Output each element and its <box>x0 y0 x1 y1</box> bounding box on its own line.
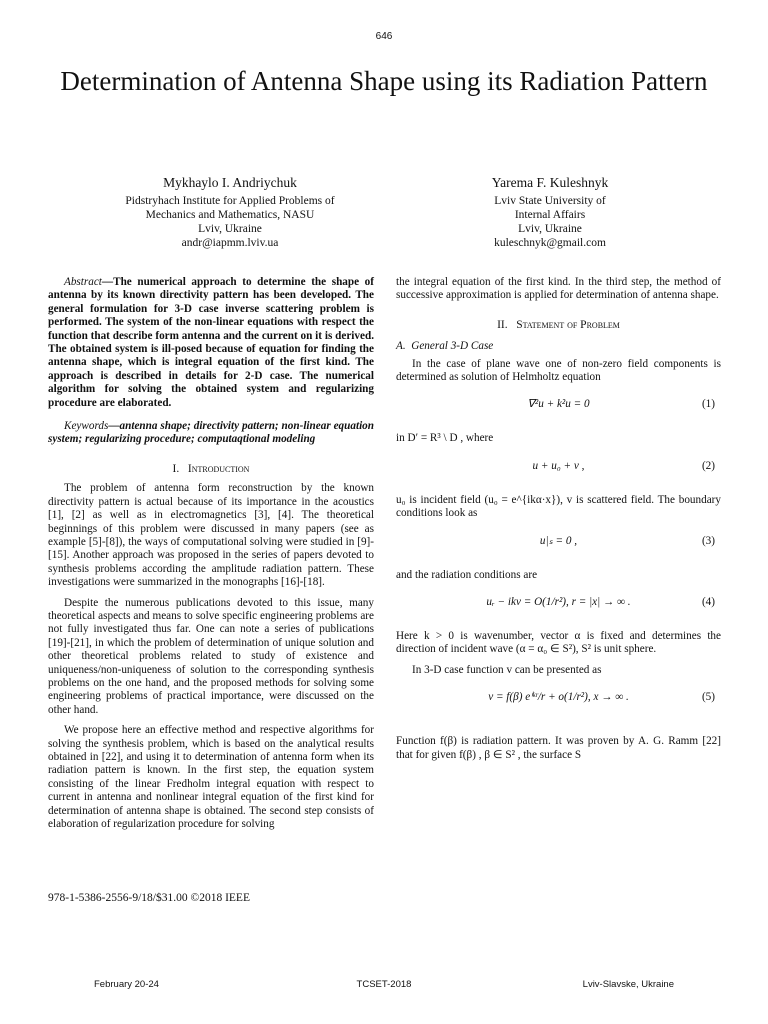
equation-number: (5) <box>701 691 715 704</box>
footer-location: Lviv-Slavske, Ukraine <box>582 979 674 990</box>
copyright-notice: 978-1-5386-2556-9/18/$31.00 ©2018 IEEE <box>48 892 250 904</box>
equation-number: (2) <box>701 459 715 472</box>
paragraph: u₀ is incident field (u₀ = e^{ikα·x}), v is scattered field. The boundary conditions look as <box>396 493 721 520</box>
keywords-text: antenna shape; directivity pattern; non-linear equation system; regularizing procedure; computaqtional modeling <box>48 420 374 446</box>
paragraph: The problem of antenna form reconstruction by the known directivity pattern is actual because of its importance in the acoustics [1], [2] as well as in electromagnetics [3], [4]. The theoretical beginnings of this problem were discussed in many papers (see as example [5]-[8]), the ways of computational solving were studied in [9]-[15]. Another approach was proposed in the series of papers devoted to synthesis problems according the amplitude radiation pattern. These investigations were summarized in the monographs [16]-[18]. <box>48 482 374 589</box>
equation-3 <box>396 535 721 555</box>
keywords <box>48 420 374 447</box>
author-name: Mykhaylo I. Andriychuk <box>163 175 297 190</box>
left-column <box>48 276 374 831</box>
section-number: II. <box>497 318 508 331</box>
right-column <box>396 276 721 762</box>
paragraph: Here k > 0 is wavenumber, vector α is fixed and determines the direction of incident wave (α = α₀ ∈ S²), S² is unit sphere. <box>396 630 721 656</box>
section-number: I. <box>172 462 180 475</box>
subsection-label: A. <box>396 340 406 353</box>
author-block-2 <box>400 176 700 250</box>
equation-4 <box>396 596 721 616</box>
paragraph: Despite the numerous publications devoted to this issue, many theoretical aspects and means to solve specific engineering problems are not fully investigated thus far. One can note a series of publications [19]-[21], in which the problem of determination of unique solution and other theoretical problems related to study of existence and uniqueness/non-uniqueness of solution to the corresponding synthesis problems on the one hand, and the proposed methods for solving some engineering problems of practical importance, were discussed on the other hand. <box>48 596 374 716</box>
keywords-dash: — <box>108 420 120 433</box>
paragraph-continuation: the integral equation of the first kind. In the third step, the method of successive approximation is applied for determination of antenna shape. <box>396 276 721 302</box>
paragraph: In 3-D case function v can be presented as <box>412 663 602 676</box>
section-heading-statement <box>396 319 721 332</box>
equation-1 <box>396 398 721 418</box>
author-email: andr@iapmm.lviv.ua <box>181 237 279 249</box>
equation-number: (3) <box>701 534 715 547</box>
author-location: Lviv, Ukraine <box>198 223 262 235</box>
author-affiliation-line: Internal Affairs <box>514 209 586 221</box>
author-affiliation-line: Mechanics and Mathematics, NASU <box>145 209 315 221</box>
footer-date: February 20-24 <box>94 979 159 990</box>
subsection-title: General 3-D Case <box>411 340 494 353</box>
section-title: Statement of Problem <box>516 318 620 331</box>
equation-expression: u|ₛ = 0 , <box>539 534 578 547</box>
equation-expression: v = f(β) eⁱᵏʳ/r + o(1/r²), x → ∞ . <box>488 691 629 704</box>
equation-expression: ∇²u + k²u = 0 <box>527 398 590 411</box>
equation-number: (1) <box>701 398 715 411</box>
author-email: kuleschnyk@gmail.com <box>494 237 606 249</box>
section-title: Introduction <box>187 462 250 475</box>
equation-5 <box>396 691 721 721</box>
paragraph: In the case of plane wave one of non-zero field components is determined as solution of Helmholtz equation <box>396 357 721 384</box>
abstract-text: The numerical approach to determine the shape of antenna by its known directivity pattern has been developed. The general formulation for 3-D case inverse scattering problem is performed. The system of the non-linear equations with respect the function that describe form antenna and the current on it is derived. The obtained system is ill-posed because of equation for finding the antenna shape, which is integral equation of the first kind. The approach is described in details for 2-D case. The numerical algorithm for solving the obtained system and regularizing procedure are elaborated. <box>48 276 374 409</box>
abstract <box>48 276 374 410</box>
author-name: Yarema F. Kuleshnyk <box>491 175 609 190</box>
paragraph: Function f(β) is radiation pattern. It was proven by A. G. Ramm [22] that for given f(β) , β ∈ S² , the surface S <box>396 735 721 761</box>
author-affiliation-line: Lviv State University of <box>494 195 606 207</box>
page-number: 646 <box>375 31 393 42</box>
equation-expression: uᵣ − ikv = O(1/r²), r = |x| → ∞ . <box>486 596 631 609</box>
subsection-heading <box>396 340 721 353</box>
footer-conference: TCSET-2018 <box>356 979 412 990</box>
paper-title: Determination of Antenna Shape using its Radiation Pattern <box>60 66 708 96</box>
section-heading-introduction <box>48 463 374 476</box>
abstract-dash: — <box>101 276 114 288</box>
paragraph: in D′ = R³ \ D , where <box>396 432 494 445</box>
abstract-lead: Abstract <box>64 276 102 288</box>
keywords-lead: Keywords <box>64 420 109 433</box>
paragraph: and the radiation conditions are <box>396 568 538 581</box>
equation-expression: u + u₀ + v , <box>532 459 585 472</box>
equation-2 <box>396 460 721 480</box>
equation-number: (4) <box>701 596 715 609</box>
author-affiliation-line: Pidstryhach Institute for Applied Problems of <box>125 195 335 207</box>
paragraph: We propose here an effective method and respective algorithms for solving the synthesis problem, which is based on the analytical results obtained in [22], and using it to determination of antenna form when its radiation pattern is known. In the first step, the equation system consisting of the linear Fredholm integral equation with respect to current in antenna and nonlinear integral equation of the first kind for determination of antenna shape is obtained. The second step consists of elaboration of regularization procedure for solving <box>48 724 374 831</box>
author-block-1 <box>80 176 380 250</box>
author-location: Lviv, Ukraine <box>518 223 582 235</box>
